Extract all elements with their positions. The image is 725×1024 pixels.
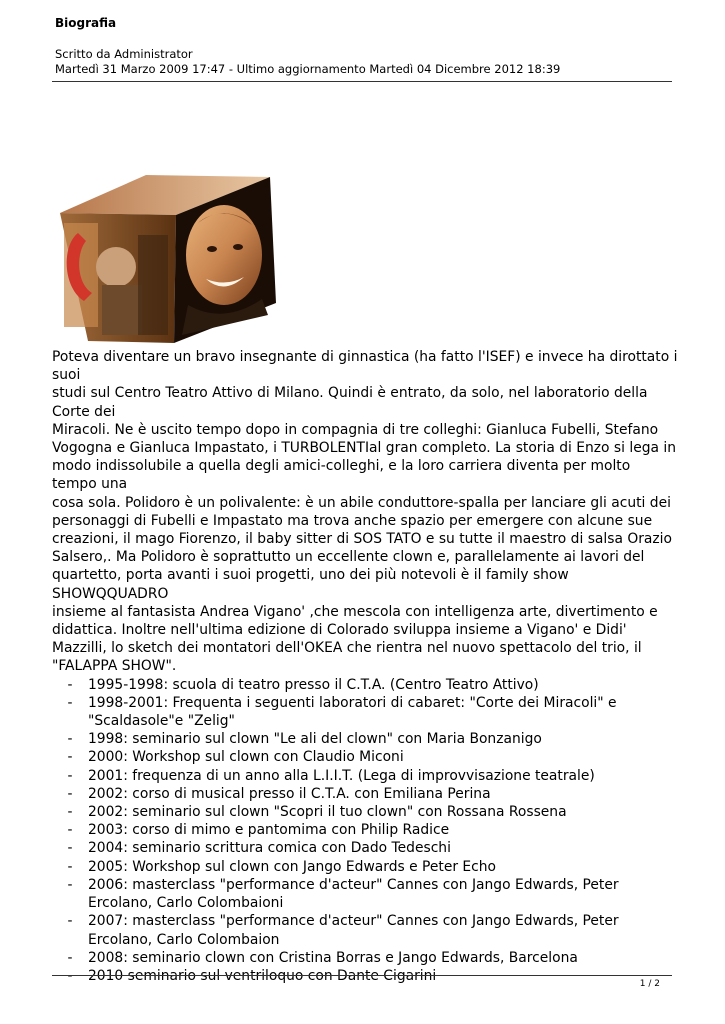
training-list: [52, 676, 678, 985]
bullet-dash: -: [67, 804, 73, 821]
list-item: - 2003: corso di mimo e pantomima con Philip Radice: [52, 821, 678, 839]
bullet-dash: -: [67, 967, 73, 984]
list-item: - 2010 seminario sul ventriloquo con Dante Cigarini: [52, 967, 678, 985]
footer-divider: [52, 975, 672, 976]
author-line: Scritto da Administrator: [55, 47, 193, 61]
list-item: - 2001: frequenza di un anno alla L.I.I.T. (Lega di improvvisazione teatrale): [52, 767, 678, 785]
bullet-dash: -: [67, 785, 73, 802]
bullet-dash: -: [67, 840, 73, 857]
header-divider: [52, 81, 672, 82]
list-item: - 1998: seminario sul clown "Le ali del clown" con Maria Bonzanigo: [52, 730, 678, 748]
bullet-dash: -: [67, 731, 73, 748]
bullet-dash: -: [67, 676, 73, 693]
list-item: - 2008: seminario clown con Cristina Borras e Jango Edwards, Barcelona: [52, 949, 678, 967]
dates-line: Martedì 31 Marzo 2009 17:47 - Ultimo aggiornamento Martedì 04 Dicembre 2012 18:39: [55, 62, 561, 76]
bullet-dash: -: [67, 949, 73, 966]
page-number: 1 / 2: [639, 979, 660, 989]
bullet-dash: -: [67, 913, 73, 930]
bullet-dash: -: [67, 694, 73, 711]
bullet-dash: -: [67, 858, 73, 875]
list-item: - 2005: Workshop sul clown con Jango Edwards e Peter Echo: [52, 858, 678, 876]
list-item: - 1998-2001: Frequenta i seguenti laboratori di cabaret: "Corte dei Miracoli" e "Scaldasole"e "Zelig": [52, 694, 678, 730]
article-body: [52, 348, 678, 985]
list-item: - 2007: masterclass "performance d'acteur" Cannes con Jango Edwards, Peter Ercolano, Carlo Colombaion: [52, 912, 678, 948]
article-meta: [55, 47, 560, 77]
list-item: - 2006: masterclass "performance d'acteur" Cannes con Jango Edwards, Peter Ercolano, Carlo Colombaioni: [52, 876, 678, 912]
page-title: Biografia: [55, 16, 117, 30]
bullet-dash: -: [67, 822, 73, 839]
list-item: - 2004: seminario scrittura comica con Dado Tedeschi: [52, 839, 678, 857]
biography-paragraph: Poteva diventare un bravo insegnante di ginnastica (ha fatto l'ISEF) e invece ha dirottato i suoi studi sul Centro Teatro Attivo di Milano. Quindi è entrato, da solo, nel laboratorio della Corte dei Miracoli. Ne è uscito tempo dopo in compagnia di tre colleghi: Gianluca Fubelli, Stefano Vogogna e Gianluca Impastato, i TURBOLENTIal gran completo. La storia di Enzo si lega in modo indissolubile a quella degli amici-colleghi, e la loro carriera diventa per molto tempo una cosa sola. Polidoro è un polivalente: è un abile conduttore-spalla per lanciare gli acuti dei personaggi di Fubelli e Impastato ma trova anche spazio per emergere con alcune sue creazioni, il mago Fiorenzo, il baby sitter di SOS TATO e su tutte il maestro di salsa Orazio Salsero,. Ma Polidoro è soprattutto un eccellente clown e, parallelamente ai lavori del quartetto, porta avanti i suoi progetti, uno dei più notevoli è il family show SHOWQQUADRO insieme al fantasista Andrea Vigano' ,che mescola con intelligenza arte, divertimento e didattica. Inoltre nell'ultima edizione di Colorado sviluppa insieme a Vigano' e Didi' Mazzilli, lo sketch dei montatori dell'OKEA che rientra nel nuovo spettacolo del trio, il "FALAPPA SHOW".: [52, 349, 678, 675]
cube-photo: [58, 175, 280, 345]
list-item: - 2002: corso di musical presso il C.T.A. con Emiliana Perina: [52, 785, 678, 803]
bullet-dash: -: [67, 749, 73, 766]
list-item: - 2000: Workshop sul clown con Claudio Miconi: [52, 748, 678, 766]
list-item: - 2002: seminario sul clown "Scopri il tuo clown" con Rossana Rossena: [52, 803, 678, 821]
list-item: - 1995-1998: scuola di teatro presso il C.T.A. (Centro Teatro Attivo): [52, 676, 678, 694]
bullet-dash: -: [67, 767, 73, 784]
bullet-dash: -: [67, 876, 73, 893]
